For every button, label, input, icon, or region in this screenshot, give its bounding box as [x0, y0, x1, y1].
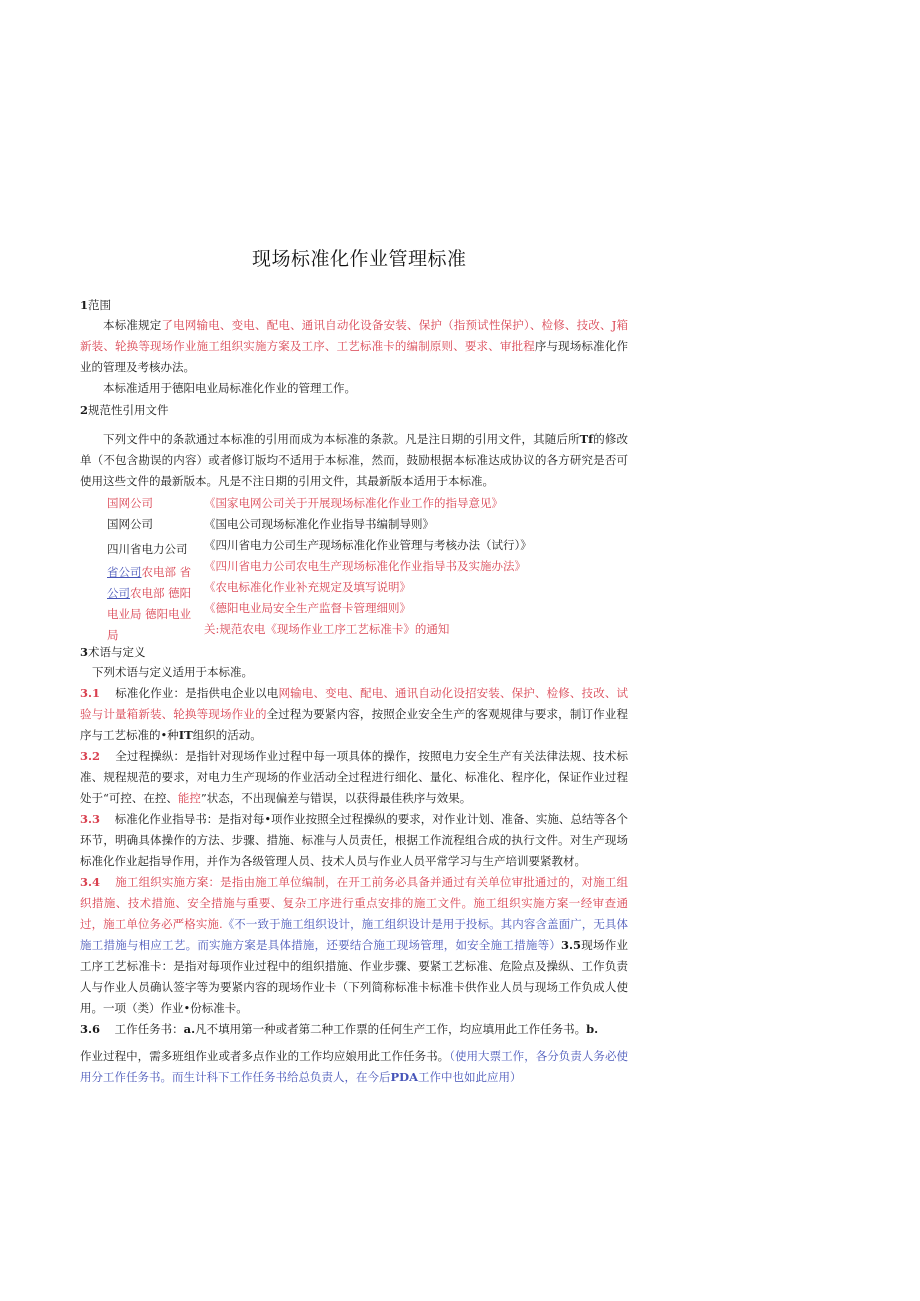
reference-org-line: [107, 583, 202, 604]
term-3-4: [80, 872, 628, 1019]
s1-p1-text-c: 序与现场标准化作业的管理及考核办法。: [80, 339, 628, 374]
reference-doc: 《国家电网公司关于开展现场标准化作业工作的指导意见》: [204, 496, 503, 510]
section-1-number: 1: [80, 298, 89, 312]
s1-p1-text-a: 本标准规定: [103, 318, 162, 332]
section-1-paragraph-1: [80, 315, 628, 378]
section-1-heading: [80, 295, 111, 316]
s2-p1-text-b: Tf: [579, 432, 594, 446]
term-text: 作业过程中，需多班组作业或者多点作业的工作均应娘用此工作任务书。: [80, 1049, 450, 1063]
page-title: 现场标准化作业管理标准: [252, 248, 467, 270]
reference-doc: 关:规范农电《现场作业工序工艺标准卡》的通知: [204, 622, 450, 636]
term-number: 3.2: [80, 749, 101, 763]
term-text: 标准化作业指导书：是指对每•项作业按照全过程操纵的要求，对作业计划、准备、实施、总结等各个环节，明确具体操作的方法、步骤、措施、标准与人员责任，根据工作流程组合成的执行文件。对生产现场标准化作业起指导作用，并作为各级管理人员、技术人员与作业人员平常学习与生产培训要紧教材。: [80, 812, 628, 868]
reference-org-column: [107, 562, 202, 646]
term-number: 3.4: [80, 875, 101, 889]
term-text-note-bold: PDA: [390, 1070, 419, 1084]
term-text-bold: IT: [178, 728, 193, 742]
section-2-paragraph-1: [80, 429, 628, 492]
reference-doc: 《国电公司现场标准化作业指导书编制导则》: [204, 517, 434, 531]
term-3-1: [80, 683, 628, 746]
term-text: 全过程为要紧内容，按照企业安全生产的客观规律与要求，制订作业程序与工艺标准的•种: [80, 707, 628, 742]
term-text: ”状态，不出现偏差与错误，以获得最佳秩序与效果。: [200, 791, 472, 805]
term-number: 3.1: [80, 686, 101, 700]
term-text: 工作任务书：: [114, 1022, 184, 1036]
term-text: 全过程操纵：是指针对现场作业过程中每一项具体的操作，按照电力安全生产有关法律法规、技术标准、规程规范的要求，对电力生产现场的作业活动全过程进行细化、量化、标准化、程序化，保证作业过程处于“可控、在控、: [80, 749, 628, 805]
s2-p1-text-c: 的修改单（不包含勘误的内容）或者修订版均不适用于本标准，然而，鼓励根据本标准达成协议的各方研究是否可使用这些文件的最新版本。凡是不注日期的引用文件，其最新版本适用于本标准。: [80, 432, 628, 488]
reference-org-text: 农电部 德阳: [130, 586, 192, 600]
term-text-highlight: 网输电、变电、配电、通讯自动化设招安装、保护、检修、技改、试验与计量箱新装、轮换等现场作业的: [80, 686, 629, 721]
section-3-number: 3: [80, 645, 89, 659]
section-2-title: 规范性引用文件: [88, 403, 169, 417]
term-text-bold: b.: [586, 1022, 599, 1036]
term-text: 凡不填用第一种或者第二种工作票的任何生产工作，均应填用此工作任务书。: [195, 1022, 587, 1036]
term-text: 现场作业工序工艺标准卡：是指对每项作业过程中的组织措施、作业步骤、要紧工艺标准、危险点及操纵、工作负责人与作业人员确认签字等为要紧内容的现场作业卡（下列简称标准卡标准卡供作业人员与现场工作负成人使用。一项（类）作业•份标准卡。: [80, 938, 628, 1015]
term-text-note: 工作中也如此应用）: [418, 1070, 522, 1084]
term-3-2: [80, 746, 628, 809]
reference-org: 四川省电力公司: [107, 542, 188, 556]
section-3-title: 术语与定义: [88, 645, 146, 659]
term-number: 3.6: [80, 1022, 101, 1036]
reference-org-line: [107, 562, 202, 583]
reference-doc: 《德阳电业局安全生产监督卡管理细则》: [204, 601, 411, 615]
term-text-note: （使用大票工作，各分负责人务必使用分工作任务书。而生计科下工作任务书给总负责人，在今后: [80, 1049, 628, 1084]
reference-doc: 《四川省电力公司生产现场标准化作业管理与考核办法（试行）》: [204, 538, 532, 552]
reference-org-line: 局: [107, 628, 119, 642]
reference-org-text: 省公司: [107, 565, 142, 579]
reference-org-text: 农电部 省: [141, 565, 192, 579]
term-number: 3.3: [80, 812, 101, 826]
term-text: 组织的活动。: [192, 728, 262, 742]
term-3-6-continued: [80, 1046, 628, 1088]
reference-doc: 《四川省电力公司农电生产现场标准化作业指导书及实施办法》: [204, 559, 526, 573]
section-1-title: 范围: [88, 298, 112, 312]
term-3-6: [80, 1019, 628, 1040]
s2-p1-text-a: 下列文件中的条款通过本标准的引用而成为本标准的条款。凡是注日期的引用文件，其随后所: [103, 432, 580, 446]
s1-p1-text-b: 了电网输电、变电、配电、通讯自动化设备安装、保护（指预试性保护）、检修、技改、J箱新装、轮换等现场作业施工组织实施方案及工序、工艺标准卡的编制原则、要求、审批程: [80, 318, 629, 353]
term-text-bold: a.: [183, 1022, 196, 1036]
section-1-paragraph-2: 本标准适用于德阳电业局标准化作业的管理工作。: [103, 381, 356, 395]
reference-doc: 《农电标准化作业补充规定及填写说明》: [204, 580, 411, 594]
reference-org-line: 电业局 德阳电业: [107, 607, 192, 621]
term-text-highlight: 能控: [177, 791, 201, 805]
reference-org: 国网公司: [107, 496, 153, 510]
section-3-heading: [80, 642, 146, 663]
section-2-heading: [80, 400, 169, 421]
reference-org: 国网公司: [107, 517, 153, 531]
reference-org-text: 公司: [107, 586, 130, 600]
term-3-3: [80, 809, 628, 872]
term-text-highlight: 施工组织实施方案：是指由施工单位编制，在开工前务必具备并通过有关单位审批通过的，对施工组织措施、技术措施、安全措施与重要、复杂工序进行重点安排的施工文件。施工组织实施方案一经审查通过，施工单位务必严格实施.: [80, 875, 628, 931]
section-3-intro: 下列术语与定义适用于本标准。: [92, 665, 253, 679]
term-number: 3.5: [561, 938, 582, 952]
term-text-note: 《不一致于施工组织设计，施工组织设计是用于投标。其内容含盖面广，无具体施工措施与相应工艺。而实施方案是具体措施，还要结合施工现场管理，如安全施工措施等）: [80, 917, 628, 952]
term-text: 标准化作业：是指供电企业以电: [115, 686, 279, 700]
section-2-number: 2: [80, 403, 89, 417]
